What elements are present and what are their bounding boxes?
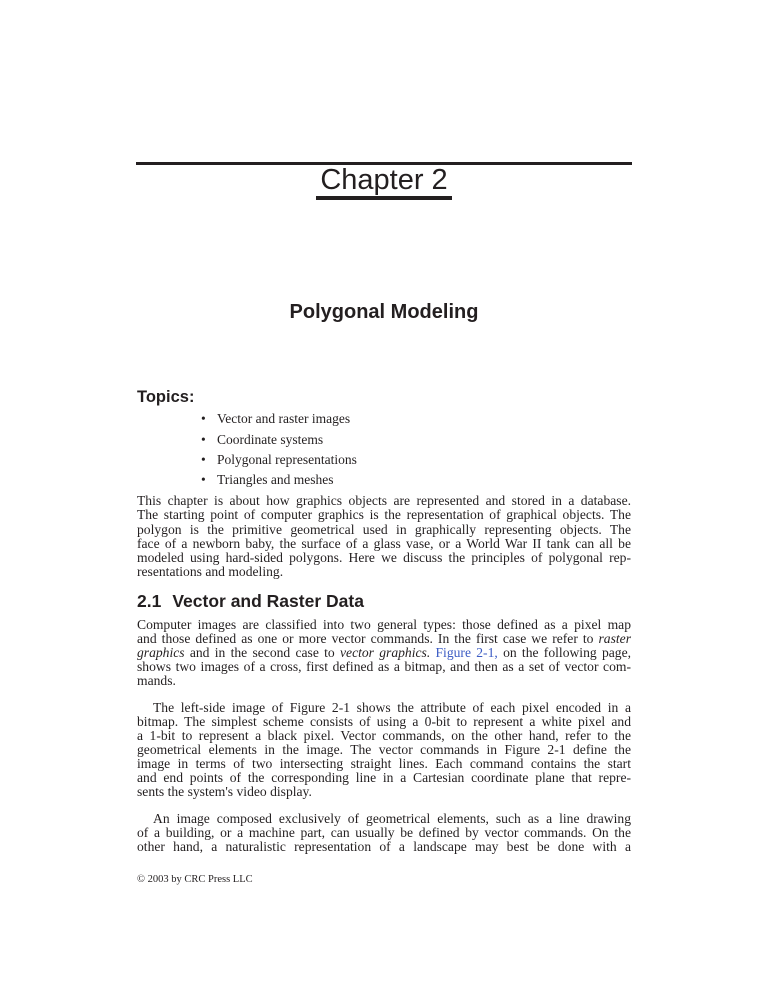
para2-line: sents the system's video display.	[137, 784, 312, 799]
italic-term: graphics	[137, 645, 185, 660]
figure-2-1-link[interactable]: Figure 2-1,	[435, 645, 498, 660]
italic-term: raster	[598, 631, 631, 646]
topic-item	[201, 452, 357, 468]
para2-line: geometrical elements in the image. The vector commands in Figure 2-1 define the	[137, 742, 631, 757]
para2-line: a 1-bit to represent a black pixel. Vector commands, on the other hand, refer to the	[137, 728, 631, 743]
bullet-icon: •	[201, 452, 206, 467]
topics-heading: Topics:	[137, 388, 195, 406]
topic-text: Vector and raster images	[217, 411, 351, 426]
topic-item	[201, 432, 323, 448]
para3-line: of a building, or a machine part, can usually be defined by vector commands. On the	[137, 825, 631, 840]
intro-line: modeled using hard-sided polygons. Here we discuss the principles of polygonal rep-	[137, 550, 631, 565]
para3-line: other hand, a naturalistic representation of a landscape may best be done with a	[137, 839, 631, 854]
chapter-label: Chapter 2	[320, 164, 448, 196]
text: on the following page,	[497, 645, 632, 660]
text: and in the second case to	[184, 645, 340, 660]
topic-text: Coordinate systems	[217, 432, 324, 447]
topic-text: Triangles and meshes	[217, 472, 334, 487]
para2-line: image in terms of two intersecting straight lines. Each command contains the start	[137, 756, 631, 771]
intro-line: face of a newborn baby, the surface of a glass vase, or a World War II tank can all be	[137, 536, 631, 551]
text: and those defined as one or more vector commands. In the first case we refer to	[137, 631, 599, 646]
intro-line: The starting point of computer graphics is the representation of graphical objects. The	[137, 507, 631, 522]
bullet-icon: •	[201, 472, 206, 487]
para3-line: An image composed exclusively of geometrical elements, such as a line drawing	[153, 811, 631, 826]
italic-term: vector graphics.	[340, 645, 431, 660]
chapter-underline	[316, 196, 452, 200]
para1-line: shows two images of a cross, first defined as a bitmap, and then as a set of vector com-	[137, 659, 631, 674]
bullet-icon: •	[201, 411, 206, 426]
section-heading	[137, 590, 364, 612]
bullet-icon: •	[201, 432, 206, 447]
intro-line: polygon is the primitive geometrical used in graphically representing objects. The	[137, 522, 631, 537]
topic-item	[201, 472, 334, 488]
intro-line: resentations and modeling.	[137, 564, 284, 579]
para1-line	[137, 631, 631, 646]
section-title: Vector and Raster Data	[172, 591, 364, 611]
chapter-title: Polygonal Modeling	[289, 301, 479, 323]
copyright-footer: © 2003 by CRC Press LLC	[137, 874, 253, 885]
para1-line	[137, 645, 631, 660]
para2-line: and end points of the corresponding line in a Cartesian coordinate plane that repre-	[137, 770, 631, 785]
intro-line: This chapter is about how graphics objects are represented and stored in a database.	[137, 493, 631, 508]
topic-item	[201, 411, 350, 427]
para2-line: The left-side image of Figure 2-1 shows the attribute of each pixel encoded in a	[153, 700, 631, 715]
topic-text: Polygonal representations	[217, 452, 357, 467]
para1-line: Computer images are classified into two general types: those defined as a pixel map	[137, 617, 631, 632]
para2-line: bitmap. The simplest scheme consists of using a 0-bit to represent a white pixel and	[137, 714, 631, 729]
para1-line: mands.	[137, 673, 176, 688]
section-number: 2.1	[137, 591, 162, 611]
